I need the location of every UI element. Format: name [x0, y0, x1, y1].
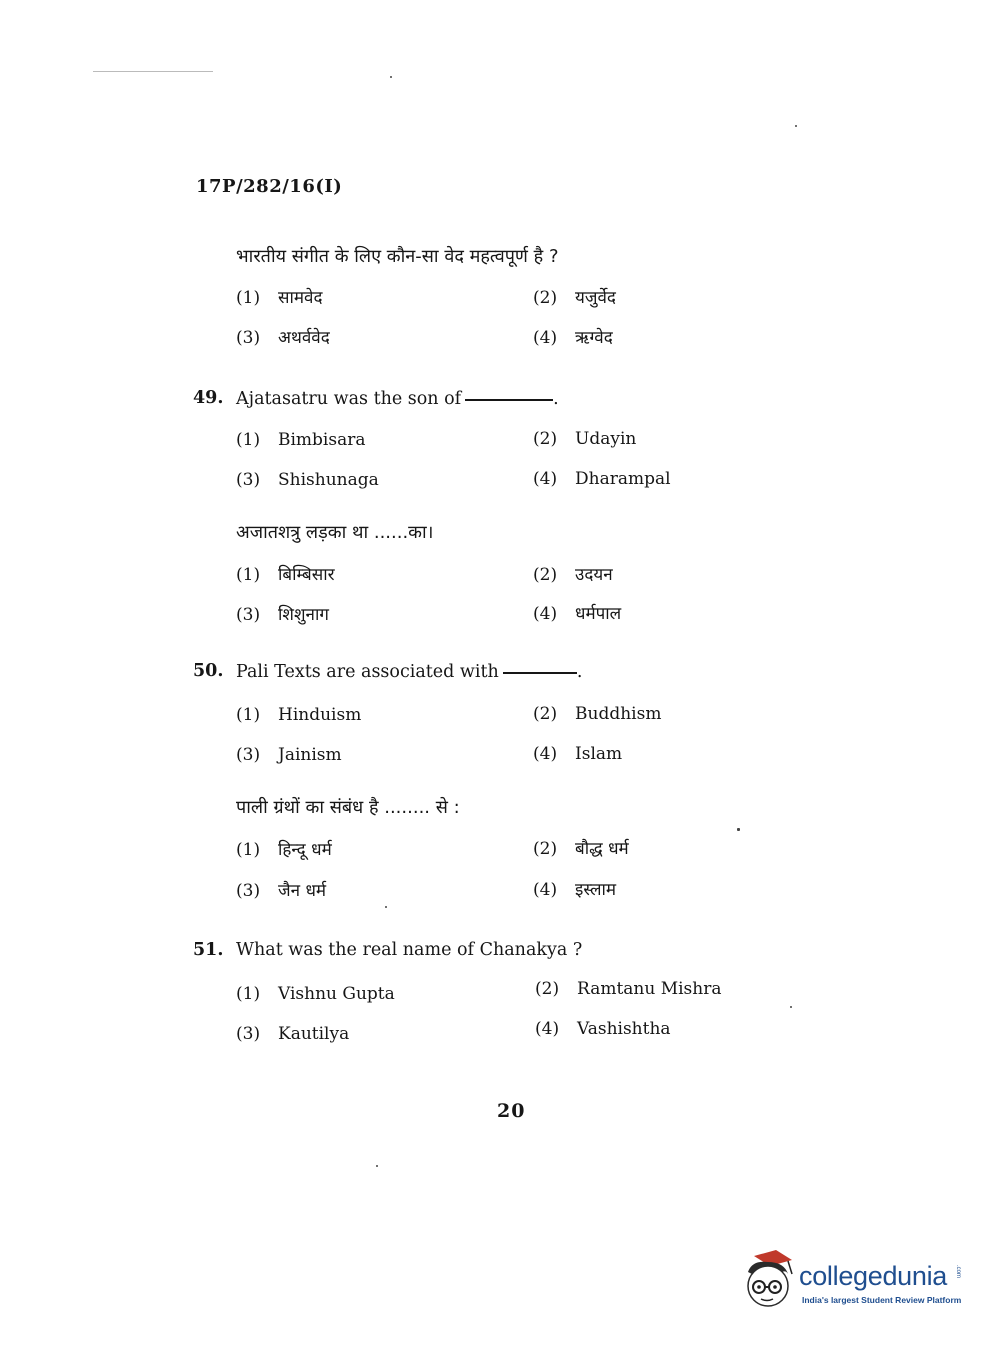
question-stem-hindi: अजातशत्रु लड़का था ......का।: [236, 522, 434, 543]
scan-speck: [737, 828, 740, 831]
option: (2) Buddhism: [533, 704, 662, 724]
question-stem-hindi: पाली ग्रंथों का संबंध है ........ से :: [236, 797, 460, 818]
option: (1) Hinduism: [236, 705, 362, 725]
answer-blank: [465, 399, 553, 401]
scan-speck: [790, 1006, 792, 1008]
collegedunia-logo: [742, 1250, 968, 1312]
option: (4) Dharampal: [533, 469, 671, 489]
option: (1) Bimbisara: [236, 430, 366, 450]
option: (3) Shishunaga: [236, 470, 379, 490]
option: (1) हिन्दू धर्म: [236, 840, 332, 860]
top-rule: [93, 71, 213, 72]
option: (2) यजुर्वेद: [533, 288, 616, 308]
option: (2) बौद्ध धर्म: [533, 839, 629, 859]
scan-speck: [376, 1165, 378, 1167]
option: (4) Vashishtha: [535, 1019, 671, 1039]
option: (2) Ramtanu Mishra: [535, 979, 722, 999]
question-stem: What was the real name of Chanakya ?: [236, 940, 583, 960]
option: (1) बिम्बिसार: [236, 565, 335, 585]
scan-speck: [795, 125, 797, 127]
option: (3) अथर्ववेद: [236, 328, 330, 348]
logo-wordmark: collegedunia: [799, 1261, 948, 1291]
question-number: 50.: [193, 661, 224, 681]
option: (2) Udayin: [533, 429, 637, 449]
logo-suffix: .com: [955, 1265, 961, 1279]
option: (3) जैन धर्म: [236, 881, 327, 901]
question-number: 49.: [193, 388, 224, 408]
option: (3) Jainism: [236, 745, 342, 765]
option: (1) Vishnu Gupta: [236, 984, 395, 1004]
question-stem: Ajatasatru was the son of .: [236, 389, 559, 409]
paper-code: 17P/282/16(I): [196, 176, 343, 197]
option: (3) Kautilya: [236, 1024, 350, 1044]
option: (3) शिशुनाग: [236, 605, 329, 625]
option: (4) ऋग्वेद: [533, 328, 613, 348]
scan-speck: [390, 76, 392, 78]
option: (1) सामवेद: [236, 288, 323, 308]
page-number: 20: [497, 1100, 526, 1122]
scan-speck: [385, 906, 387, 908]
option: (2) उदयन: [533, 565, 613, 585]
option: (4) इस्लाम: [533, 880, 617, 900]
option: (4) धर्मपाल: [533, 604, 622, 624]
question-stem-hindi: भारतीय संगीत के लिए कौन-सा वेद महत्वपूर्ण है ?: [236, 246, 559, 267]
option: (4) Islam: [533, 744, 623, 764]
question-number: 51.: [193, 940, 224, 960]
mascot-icon: [742, 1250, 800, 1310]
answer-blank: [503, 672, 577, 674]
question-stem: Pali Texts are associated with .: [236, 662, 583, 682]
logo-tagline: India's largest Student Review Platform: [802, 1295, 962, 1305]
